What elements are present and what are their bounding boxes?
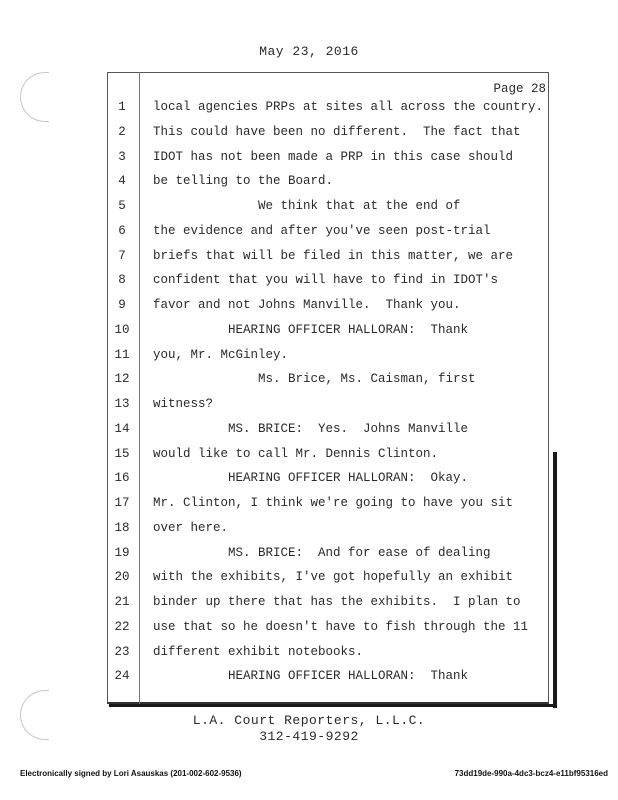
document-hash: 73dd19de-990a-4dc3-bcz4-e11bf95316ed xyxy=(454,769,608,778)
line-text: HEARING OFFICER HALLORAN: Okay. xyxy=(153,471,469,486)
page-shadow-bottom xyxy=(109,704,557,707)
reporter-company: L.A. Court Reporters, L.L.C. xyxy=(192,713,426,728)
line-number: 14 xyxy=(114,421,130,436)
transcript-line xyxy=(0,372,600,392)
line-number: 12 xyxy=(114,372,130,387)
line-number: 13 xyxy=(114,397,130,411)
line-text: Mr. Clinton, I think we're going to have you sit xyxy=(153,496,514,510)
transcript-line xyxy=(0,249,600,269)
transcript-line xyxy=(0,645,600,665)
transcript-line xyxy=(0,669,600,689)
line-text: would like to call Mr. Dennis Clinton. xyxy=(153,446,439,461)
transcript-line xyxy=(0,397,600,417)
transcript-line xyxy=(0,447,600,467)
line-number: 7 xyxy=(118,248,126,263)
page-number: Page 28 xyxy=(493,82,546,96)
line-number: 4 xyxy=(118,174,126,189)
line-text: use that so he doesn't have to fish through the 11 xyxy=(153,619,529,634)
line-text: This could have been no different. The fact that xyxy=(153,124,521,139)
transcript-line xyxy=(0,323,600,343)
transcript-line xyxy=(0,150,600,170)
transcript-line xyxy=(0,496,600,516)
line-text: favor and not Johns Manville. Thank you. xyxy=(153,298,461,312)
transcript-line xyxy=(0,570,600,590)
transcript-line xyxy=(0,224,600,244)
transcript-line xyxy=(0,546,600,566)
transcript-line xyxy=(0,298,600,318)
transcript-line xyxy=(0,471,600,491)
transcript-line xyxy=(0,620,600,640)
reporter-phone: 312-419-9292 xyxy=(259,729,359,744)
line-number: 23 xyxy=(114,644,130,659)
line-text: the evidence and after you've seen post-trial xyxy=(153,223,491,238)
line-number: 9 xyxy=(118,298,126,312)
transcript-line xyxy=(0,174,600,194)
line-text: binder up there that has the exhibits. I plan to xyxy=(153,595,521,609)
line-number: 24 xyxy=(114,669,130,684)
line-text: local agencies PRPs at sites all across the country. xyxy=(153,100,544,114)
line-number: 20 xyxy=(114,570,130,585)
line-text: different exhibit notebooks. xyxy=(153,644,364,659)
transcript-line xyxy=(0,125,600,145)
line-text: HEARING OFFICER HALLORAN: Thank xyxy=(153,669,469,684)
line-number: 17 xyxy=(114,496,130,510)
line-text: Ms. Brice, Ms. Caisman, first xyxy=(153,372,476,387)
line-text: be telling to the Board. xyxy=(153,174,334,189)
line-text: with the exhibits, I've got hopefully an exhibit xyxy=(153,570,514,585)
transcript-line xyxy=(0,100,600,120)
line-number: 5 xyxy=(118,199,126,213)
line-text: HEARING OFFICER HALLORAN: Thank xyxy=(153,322,469,337)
line-number: 10 xyxy=(114,322,130,337)
line-text: confident that you will have to find in IDOT's xyxy=(153,273,499,288)
line-number: 1 xyxy=(118,100,126,114)
transcript-line xyxy=(0,422,600,442)
line-text: We think that at the end of xyxy=(153,199,461,213)
transcript-line xyxy=(0,348,600,368)
line-number: 6 xyxy=(118,223,126,238)
electronic-signature: Electronically signed by Lori Asauskas (201-002-602-9536) xyxy=(20,769,242,778)
line-number: 2 xyxy=(118,124,126,139)
line-number: 21 xyxy=(114,595,130,609)
line-text: briefs that will be filed in this matter, we are xyxy=(153,248,514,263)
line-text: MS. BRICE: And for ease of dealing xyxy=(153,545,491,560)
line-number: 8 xyxy=(118,273,126,288)
line-text: you, Mr. McGinley. xyxy=(153,347,289,362)
line-number: 18 xyxy=(114,520,130,535)
line-number: 11 xyxy=(114,347,130,362)
line-text: over here. xyxy=(153,520,229,535)
transcript-line xyxy=(0,595,600,615)
transcript-date: May 23, 2016 xyxy=(259,44,359,59)
line-number: 3 xyxy=(118,149,126,164)
line-number: 22 xyxy=(114,619,130,634)
line-number: 16 xyxy=(114,471,130,486)
line-text: IDOT has not been made a PRP in this case should xyxy=(153,149,514,164)
line-text: MS. BRICE: Yes. Johns Manville xyxy=(153,421,469,436)
transcript-line xyxy=(0,199,600,219)
line-number: 15 xyxy=(114,446,130,461)
line-text: witness? xyxy=(153,397,214,411)
line-number: 19 xyxy=(114,545,130,560)
transcript-line xyxy=(0,273,600,293)
transcript-line xyxy=(0,521,600,541)
